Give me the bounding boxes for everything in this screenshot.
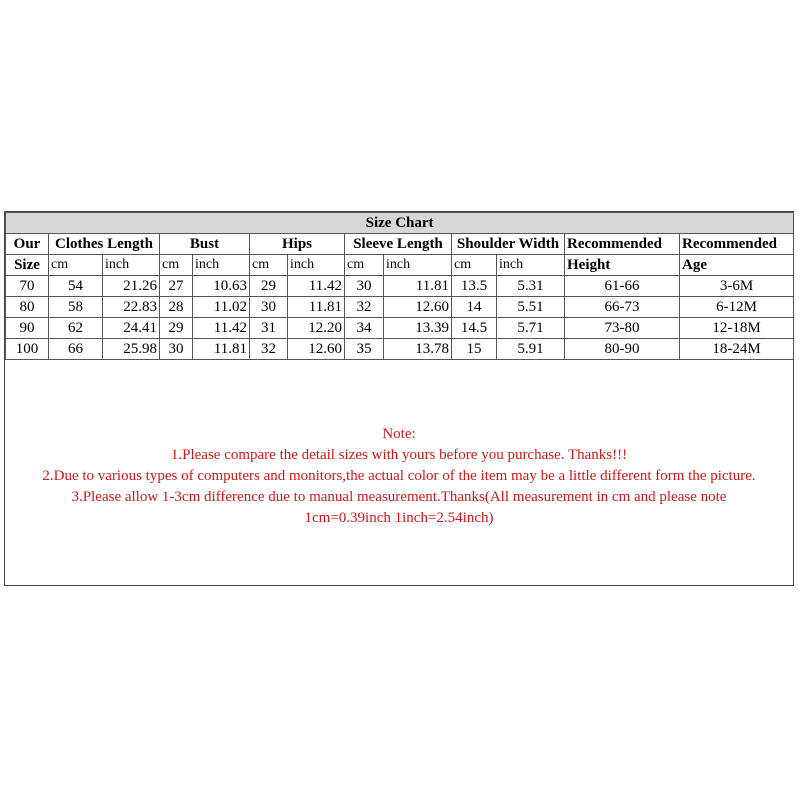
cell-clothes-length-cm: 58 (49, 297, 103, 318)
note-line-4: 1cm=0.39inch 1inch=2.54inch) (304, 510, 494, 526)
cell-sleeve-length-inch: 13.78 (384, 339, 452, 360)
table-row (6, 339, 794, 360)
note-line-2: 2.Due to various types of computers and monitors,the actual color of the item may be a little different form the picture. (42, 468, 756, 484)
cell-age: 3-6M (680, 276, 794, 297)
header-row-2 (6, 255, 794, 276)
cell-hips-cm: 30 (250, 297, 288, 318)
header-our-size: Our (6, 234, 49, 255)
cell-age: 6-12M (680, 297, 794, 318)
cell-clothes-length-cm: 54 (49, 276, 103, 297)
cell-sleeve-length-cm: 30 (345, 276, 384, 297)
note-line-3: 3.Please allow 1-3cm difference due to manual measurement.Thanks(All measurement in cm and please note (71, 489, 727, 505)
unit-cm: cm (49, 255, 103, 276)
chart-title: Size Chart (6, 213, 794, 234)
cell-clothes-length-cm: 62 (49, 318, 103, 339)
cell-height: 66-73 (565, 297, 680, 318)
cell-size: 100 (6, 339, 49, 360)
cell-bust-cm: 30 (160, 339, 193, 360)
unit-inch: inch (288, 255, 345, 276)
header-row-1 (6, 234, 794, 255)
cell-clothes-length-inch: 22.83 (103, 297, 160, 318)
note-heading: Note: (382, 426, 416, 442)
cell-clothes-length-inch: 21.26 (103, 276, 160, 297)
cell-size: 90 (6, 318, 49, 339)
cell-age: 12-18M (680, 318, 794, 339)
cell-sleeve-length-cm: 34 (345, 318, 384, 339)
cell-sleeve-length-inch: 11.81 (384, 276, 452, 297)
cell-hips-cm: 32 (250, 339, 288, 360)
cell-hips-cm: 31 (250, 318, 288, 339)
header-recommended-age: Recommended (680, 234, 794, 255)
unit-inch: inch (103, 255, 160, 276)
cell-height: 73-80 (565, 318, 680, 339)
cell-bust-inch: 11.42 (193, 318, 250, 339)
header-recommended-height: Recommended (565, 234, 680, 255)
header-recommended-height-2: Height (565, 255, 680, 276)
cell-shoulder-width-cm: 15 (452, 339, 497, 360)
cell-sleeve-length-inch: 13.39 (384, 318, 452, 339)
cell-height: 80-90 (565, 339, 680, 360)
cell-shoulder-width-inch: 5.91 (497, 339, 565, 360)
cell-shoulder-width-inch: 5.31 (497, 276, 565, 297)
table-row (6, 276, 794, 297)
size-chart (4, 211, 794, 586)
cell-sleeve-length-cm: 35 (345, 339, 384, 360)
notes-section (5, 424, 793, 529)
unit-inch: inch (497, 255, 565, 276)
cell-hips-inch: 12.60 (288, 339, 345, 360)
header-bust: Bust (160, 234, 250, 255)
unit-cm: cm (345, 255, 384, 276)
cell-clothes-length-inch: 24.41 (103, 318, 160, 339)
table-row (6, 297, 794, 318)
unit-cm: cm (250, 255, 288, 276)
cell-shoulder-width-inch: 5.51 (497, 297, 565, 318)
unit-cm: cm (160, 255, 193, 276)
cell-bust-inch: 10.63 (193, 276, 250, 297)
note-line-1: 1.Please compare the detail sizes with yours before you purchase. Thanks!!! (170, 447, 628, 463)
cell-bust-inch: 11.02 (193, 297, 250, 318)
unit-inch: inch (384, 255, 452, 276)
header-hips: Hips (250, 234, 345, 255)
header-clothes-length: Clothes Length (49, 234, 160, 255)
cell-shoulder-width-cm: 14.5 (452, 318, 497, 339)
cell-size: 70 (6, 276, 49, 297)
cell-hips-inch: 11.81 (288, 297, 345, 318)
unit-inch: inch (193, 255, 250, 276)
cell-shoulder-width-cm: 13.5 (452, 276, 497, 297)
header-recommended-age-2: Age (680, 255, 794, 276)
table-row (6, 318, 794, 339)
cell-bust-cm: 28 (160, 297, 193, 318)
header-shoulder-width: Shoulder Width (452, 234, 565, 255)
cell-clothes-length-inch: 25.98 (103, 339, 160, 360)
cell-hips-cm: 29 (250, 276, 288, 297)
cell-hips-inch: 11.42 (288, 276, 345, 297)
cell-clothes-length-cm: 66 (49, 339, 103, 360)
cell-bust-cm: 29 (160, 318, 193, 339)
cell-height: 61-66 (565, 276, 680, 297)
cell-size: 80 (6, 297, 49, 318)
cell-sleeve-length-cm: 32 (345, 297, 384, 318)
header-sleeve-length: Sleeve Length (345, 234, 452, 255)
cell-hips-inch: 12.20 (288, 318, 345, 339)
cell-sleeve-length-inch: 12.60 (384, 297, 452, 318)
cell-shoulder-width-cm: 14 (452, 297, 497, 318)
cell-bust-inch: 11.81 (193, 339, 250, 360)
cell-age: 18-24M (680, 339, 794, 360)
cell-shoulder-width-inch: 5.71 (497, 318, 565, 339)
unit-cm: cm (452, 255, 497, 276)
size-table (5, 212, 794, 360)
cell-bust-cm: 27 (160, 276, 193, 297)
header-our-size-2: Size (6, 255, 49, 276)
